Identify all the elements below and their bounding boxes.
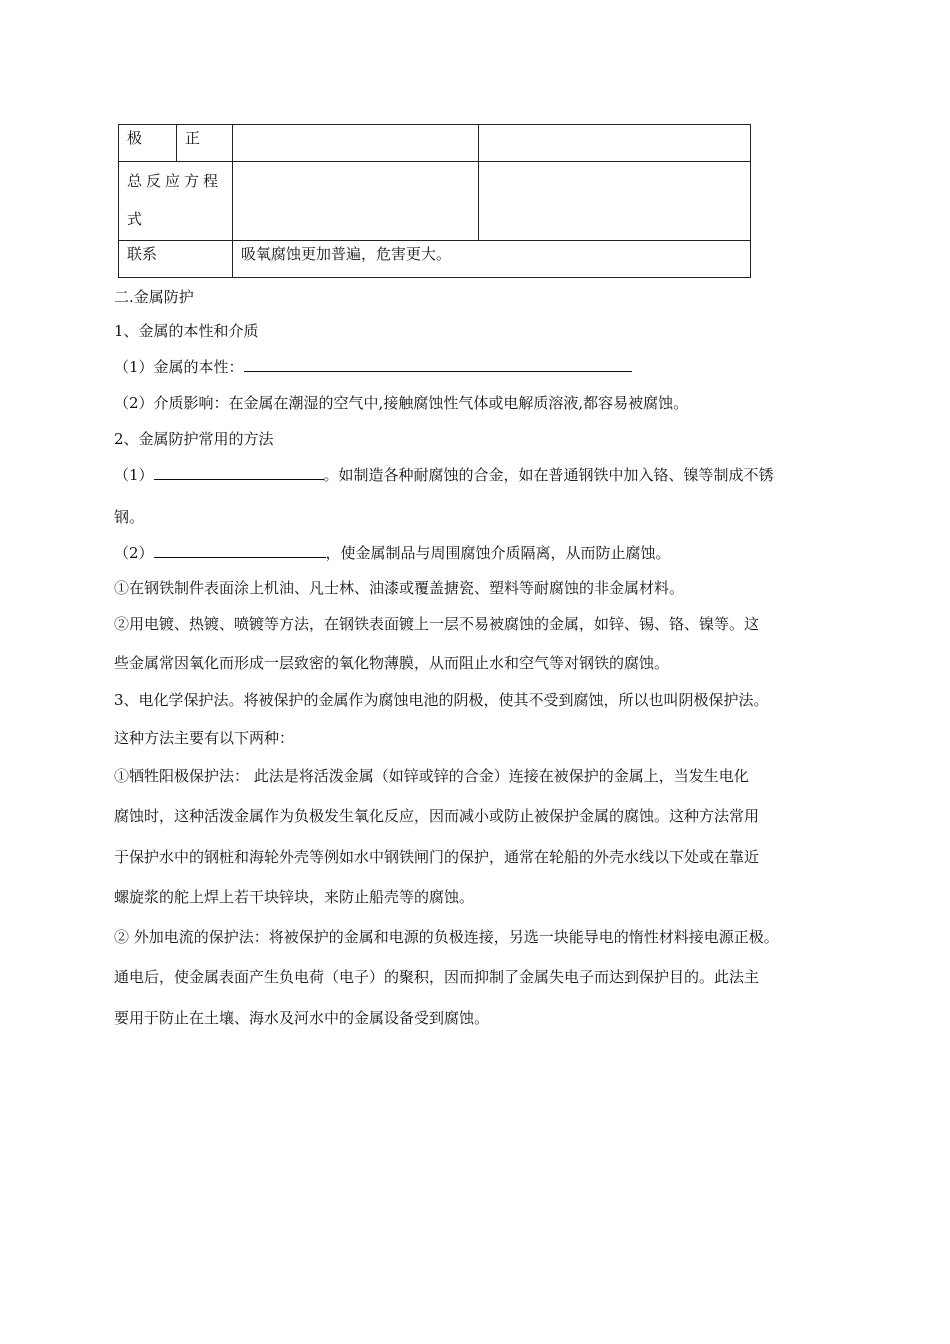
text-line: ①在钢铁制件表面涂上机油、凡士林、油漆或覆盖搪瓷、塑料等耐腐蚀的非金属材料。 [114,579,685,597]
item-suffix: 。如制造各种耐腐蚀的合金，如在普通钢铁中加入铬、镍等制成不锈 [323,466,774,484]
text-line: ②用电镀、热镀、喷镀等方法，在钢铁表面镀上一层不易被腐蚀的金属，如锌、锡、铬、镍等。这 [114,615,760,633]
fill-in-blank[interactable] [154,465,324,480]
table-cell [479,162,751,241]
text-line: 于保护水中的钢桩和海轮外壳等例如水中钢铁闸门的保护，通常在轮船的外壳水线以下处或在靠近 [114,848,760,866]
table-cell [233,125,479,162]
table-row [119,241,751,278]
fill-in-blank[interactable] [154,543,326,558]
table-cell-label: 联系 [119,241,233,278]
fill-in-blank[interactable] [244,357,632,372]
table-cell-label-a: 极 [119,125,177,162]
table-cell-label [119,162,233,241]
text-line [114,542,671,563]
sub-heading: 3、电化学保护法。将被保护的金属作为腐蚀电池的阴极，使其不受到腐蚀，所以也叫阴极保护法。 [114,691,769,709]
label-line: 总反应方程 [127,172,223,190]
text-line: （2）介质影响：在金属在潮湿的空气中,接触腐蚀性气体或电解质溶液,都容易被腐蚀。 [114,394,689,412]
item-suffix: ，使金属制品与周围腐蚀介质隔离，从而防止腐蚀。 [325,544,671,562]
text-line: 钢。 [114,508,145,526]
text-line: 螺旋浆的舵上焊上若干块锌块，来防止船壳等的腐蚀。 [114,888,475,906]
table-cell-content: 吸氧腐蚀更加普遍，危害更大。 [233,241,751,278]
sub-heading: 2、金属防护常用的方法 [114,430,274,448]
text-line: 要用于防止在土壤、海水及河水中的金属设备受到腐蚀。 [114,1009,490,1027]
text-line [114,464,774,485]
section-heading: 二.金属防护 [114,288,194,306]
text-line: ①牺牲阳极保护法： 此法是将活泼金属（如锌或锌的合金）连接在被保护的金属上，当发生电化 [114,767,749,785]
table-cell-label-b: 正 [177,125,233,162]
text-line: ② 外加电流的保护法：将被保护的金属和电源的负极连接，另选一块能导电的惰性材料接电源正极。 [114,928,779,946]
table-row [119,162,751,241]
text-line: 些金属常因氧化而形成一层致密的氧化物薄膜，从而阻止水和空气等对钢铁的腐蚀。 [114,654,670,672]
table-cell [233,162,479,241]
item-prefix: （1） [114,466,154,484]
item-prefix: （2） [114,544,154,562]
label-line: 式 [127,210,147,228]
item-prefix: （1）金属的本性： [114,358,244,376]
text-line [114,356,632,377]
sub-heading: 1、金属的本性和介质 [114,322,259,340]
text-line: 这种方法主要有以下两种： [114,729,295,747]
comparison-table [118,124,751,278]
table-row [119,125,751,162]
text-line: 通电后，使金属表面产生负电荷（电子）的聚积，因而抑制了金属失电子而达到保护目的。此法主 [114,968,760,986]
text-line: 腐蚀时，这种活泼金属作为负极发生氧化反应，因而减小或防止被保护金属的腐蚀。这种方法常用 [114,807,760,825]
table-cell [479,125,751,162]
